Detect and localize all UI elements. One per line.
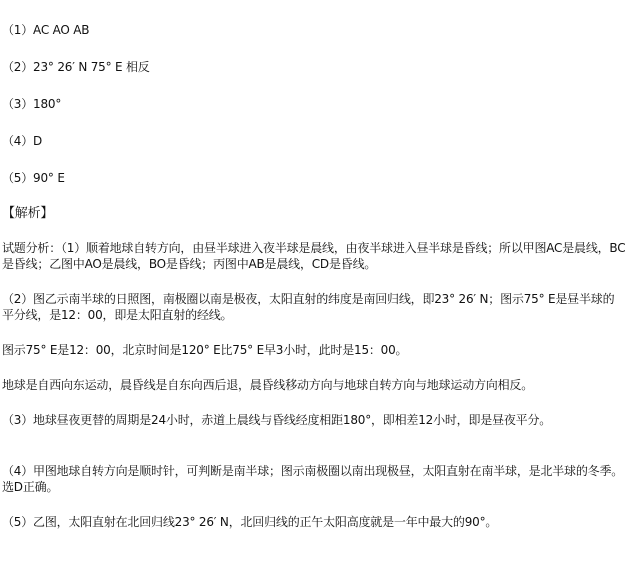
answer-1: （1）AC AO AB <box>2 23 90 37</box>
analysis-paragraph-5: （3）地球昼夜更替的周期是24小时，赤道上晨线与昏线经度相距180°，即相差12小时，即是昼夜平分。 <box>2 413 552 427</box>
analysis-paragraph-2: （2）图乙示南半球的日照图，南极圈以南是极夜，太阳直射的纬度是南回归线，即23° 26′ N；图示75° E是昼半球的平分线，是12：00，即是太阳直射的经线。 <box>2 292 615 322</box>
answer-2: （2）23° 26′ N 75° E 相反 <box>2 60 150 74</box>
analysis-paragraph-7: （5）乙图，太阳直射在北回归线23° 26′ N，北回归线的正午太阳高度就是一年中最大的90°。 <box>2 515 498 529</box>
answer-5: （5）90° E <box>2 171 65 185</box>
analysis-paragraph-4: 地球是自西向东运动，晨昏线是自东向西后退，晨昏线移动方向与地球自转方向与地球运动方向相反。 <box>2 378 534 392</box>
analysis-heading: 【解析】 <box>2 206 54 221</box>
analysis-paragraph-3: 图示75° E是12：00，北京时间是120° E比75° E早3小时，此时是15：00。 <box>2 343 408 357</box>
analysis-paragraph-1: 试题分析：（1）顺着地球自转方向，由昼半球进入夜半球是晨线，由夜半球进入昼半球是昏线；所以甲图AC是晨线，BC是昏线；乙图中AO是晨线，BO是昏线；丙图中AB是晨线，CD是昏线。 <box>2 241 626 271</box>
analysis-paragraph-6: （4）甲图地球自转方向是顺时针，可判断是南半球；图示南极圈以南出现极昼，太阳直射在南半球，是北半球的冬季。选D正确。 <box>2 464 624 494</box>
answer-4: （4）D <box>2 134 43 148</box>
answer-3: （3）180° <box>2 97 62 111</box>
